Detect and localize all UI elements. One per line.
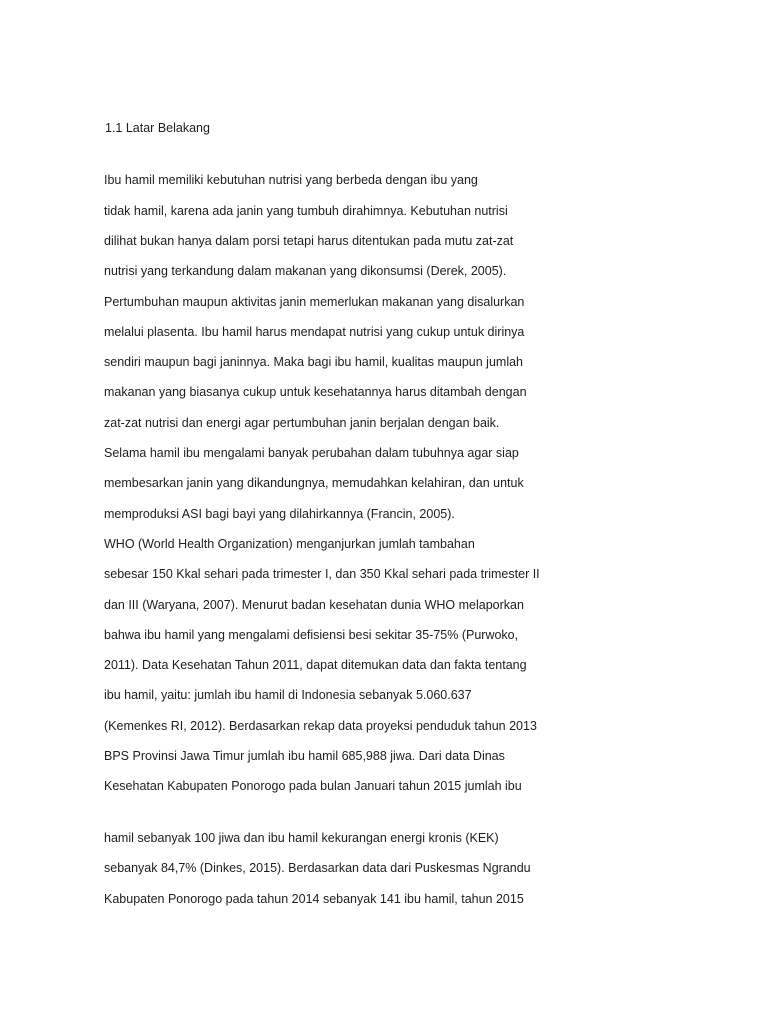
- body-line-13: WHO (World Health Organization) menganjurkan jumlah tambahan: [104, 537, 475, 551]
- body-line-9: zat-zat nutrisi dan energi agar pertumbuhan janin berjalan dengan baik.: [104, 416, 500, 430]
- body-line-23: sebanyak 84,7% (Dinkes, 2015). Berdasarkan data dari Puskesmas Ngrandu: [104, 861, 531, 875]
- body-line-19: (Kemenkes RI, 2012). Berdasarkan rekap data proyeksi penduduk tahun 2013: [104, 719, 537, 733]
- body-line-24: Kabupaten Ponorogo pada tahun 2014 sebanyak 141 ibu hamil, tahun 2015: [104, 892, 524, 906]
- body-line-2: tidak hamil, karena ada janin yang tumbuh dirahimnya. Kebutuhan nutrisi: [104, 204, 508, 218]
- body-line-15: dan III (Waryana, 2007). Menurut badan kesehatan dunia WHO melaporkan: [104, 598, 524, 612]
- body-line-4: nutrisi yang terkandung dalam makanan yang dikonsumsi (Derek, 2005).: [104, 264, 507, 278]
- body-line-5: Pertumbuhan maupun aktivitas janin memerlukan makanan yang disalurkan: [104, 295, 525, 309]
- body-line-3: dilihat bukan hanya dalam porsi tetapi harus ditentukan pada mutu zat-zat: [104, 234, 514, 248]
- body-line-10: Selama hamil ibu mengalami banyak perubahan dalam tubuhnya agar siap: [104, 446, 519, 460]
- body-line-21: Kesehatan Kabupaten Ponorogo pada bulan Januari tahun 2015 jumlah ibu: [104, 779, 522, 793]
- body-line-1: Ibu hamil memiliki kebutuhan nutrisi yang berbeda dengan ibu yang: [104, 173, 478, 187]
- body-line-11: membesarkan janin yang dikandungnya, memudahkan kelahiran, dan untuk: [104, 476, 524, 490]
- body-line-20: BPS Provinsi Jawa Timur jumlah ibu hamil 685,988 jiwa. Dari data Dinas: [104, 749, 505, 763]
- body-line-8: makanan yang biasanya cukup untuk kesehatannya harus ditambah dengan: [104, 385, 527, 399]
- body-line-14: sebesar 150 Kkal sehari pada trimester I, dan 350 Kkal sehari pada trimester II: [104, 567, 540, 581]
- body-line-22: hamil sebanyak 100 jiwa dan ibu hamil kekurangan energi kronis (KEK): [104, 831, 499, 845]
- body-line-6: melalui plasenta. Ibu hamil harus mendapat nutrisi yang cukup untuk dirinya: [104, 325, 525, 339]
- section-heading: 1.1 Latar Belakang: [105, 121, 210, 135]
- body-line-12: memproduksi ASI bagi bayi yang dilahirkannya (Francin, 2005).: [104, 507, 455, 521]
- body-line-17: 2011). Data Kesehatan Tahun 2011, dapat ditemukan data dan fakta tentang: [104, 658, 527, 672]
- body-line-7: sendiri maupun bagi janinnya. Maka bagi ibu hamil, kualitas maupun jumlah: [104, 355, 523, 369]
- body-line-18: ibu hamil, yaitu: jumlah ibu hamil di Indonesia sebanyak 5.060.637: [104, 688, 472, 702]
- body-line-16: bahwa ibu hamil yang mengalami defisiensi besi sekitar 35-75% (Purwoko,: [104, 628, 519, 642]
